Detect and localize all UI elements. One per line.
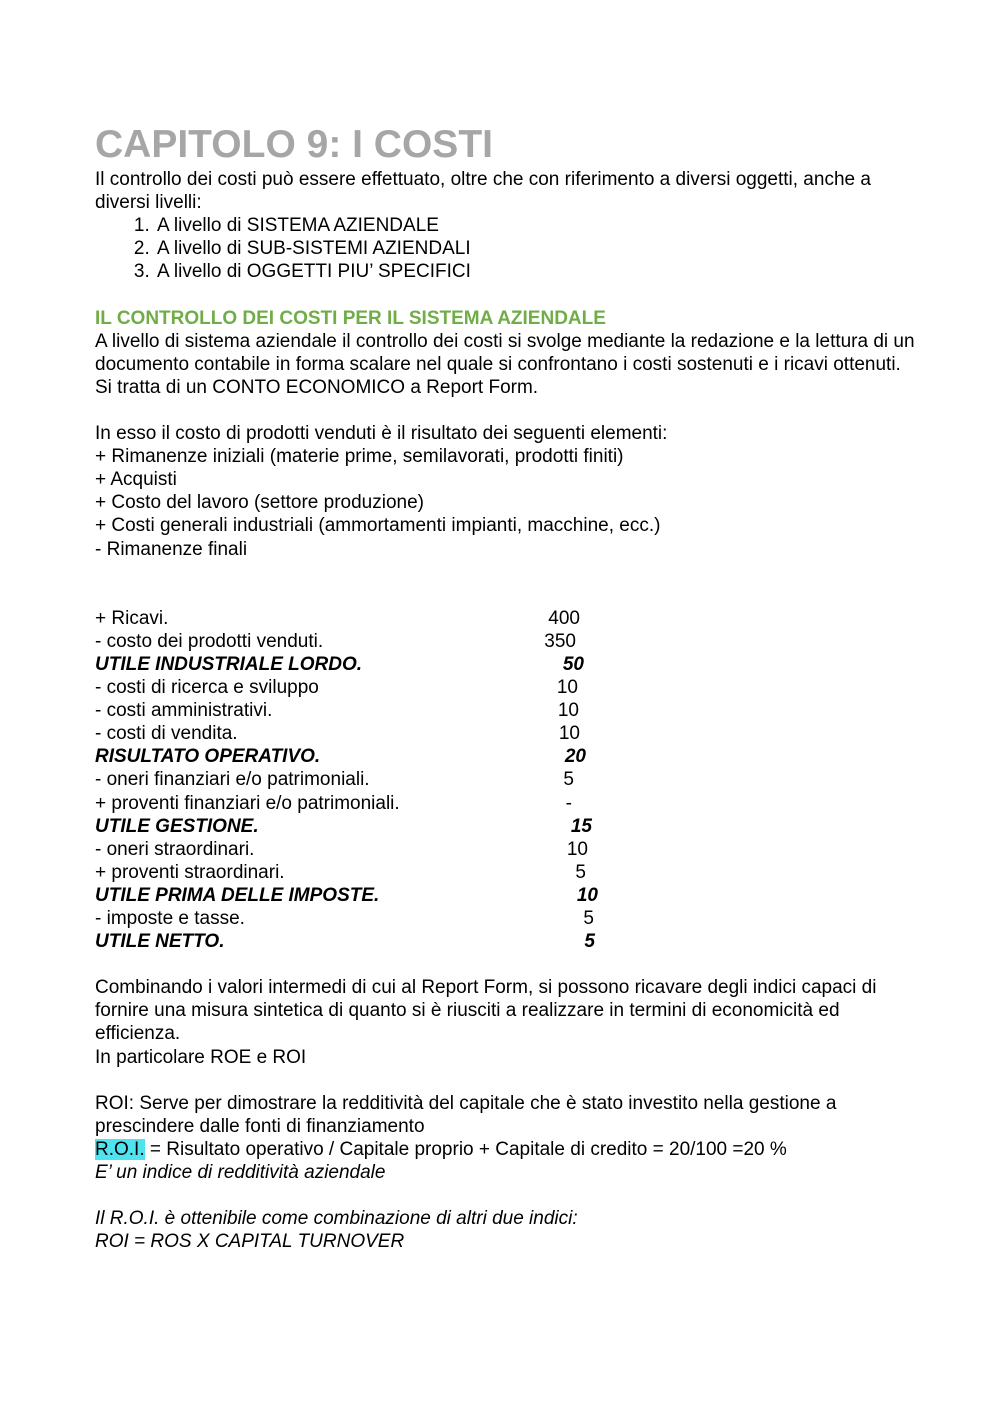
report-row-value: 50 [562,653,584,675]
report-row-value: 20 [564,746,586,768]
report-row [95,768,915,791]
report-row [95,699,915,722]
report-row-value: 10 [558,723,580,745]
report-row-label: UTILE GESTIONE. [95,815,259,837]
spacer [95,283,915,306]
element-line: + Costo del lavoro (settore produzione) [95,492,424,514]
list-item: 1. A livello di SISTEMA AZIENDALE [155,214,915,237]
report-row-label: - oneri finanziari e/o patrimoniali. [95,769,370,791]
roi-formula-line [95,1138,915,1161]
report-row [95,607,915,630]
report-row [95,653,915,676]
report-row-value: 15 [570,815,592,837]
report-row [95,676,915,699]
element-line: + Costi generali industriali (ammortamenti impianti, macchine, ecc.) [95,515,661,537]
report-row-label: + proventi straordinari. [95,861,285,883]
spacer [95,561,915,584]
list-item: 2. A livello di SUB-SISTEMI AZIENDALI [155,237,915,260]
report-row-value: 10 [576,884,598,906]
roi-equation: ROI = ROS X CAPITAL TURNOVER [95,1231,405,1253]
report-row [95,861,915,884]
report-row-label: - costi di vendita. [95,723,238,745]
roi-note: E’ un indice di redditività aziendale [95,1162,386,1184]
report-row-label: - costi di ricerca e sviluppo [95,677,319,699]
list-item: 3. A livello di OGGETTI PIU’ SPECIFICI [155,260,915,283]
report-row-label: - costo dei prodotti venduti. [95,630,324,652]
roi-highlight: R.O.I. [95,1138,145,1160]
report-row-value: 350 [544,630,576,652]
spacer [95,1069,915,1092]
spacer [95,953,915,976]
report-row [95,792,915,815]
roi-formula: = Risultato operativo / Capitale proprio + Capitale di credito = 20/100 =20 % [144,1138,787,1160]
report-row-label: - imposte e tasse. [95,908,245,929]
spacer [95,1184,915,1207]
report-row-value: - [565,792,572,814]
report-row [95,838,915,861]
element-line: + Rimanenze iniziali (materie prime, semilavorati, prodotti finiti) [95,446,624,468]
report-row [95,722,915,745]
section-paragraph: A livello di sistema aziendale il controllo dei costi si svolge mediante la redazione e la lettura di un documento contabile in forma scalare nel quale si confrontano i costi sostenuti e i ricavi ottenuti. [95,330,915,375]
report-row-value: 5 [583,908,594,929]
report-row-value: 5 [563,769,574,791]
levels-list [95,214,915,283]
report-row-value: 10 [556,677,578,699]
report-form-table [95,607,915,953]
report-row-label: + proventi finanziari e/o patrimoniali. [95,792,400,814]
report-row-label: UTILE INDUSTRIALE LORDO. [95,653,363,675]
report-row [95,884,915,907]
spacer [95,584,915,607]
report-row-label: - oneri straordinari. [95,838,255,860]
report-row-label: - costi amministrativi. [95,700,273,722]
report-row-value: 10 [557,700,579,722]
document-page [95,122,915,1253]
report-row [95,815,915,838]
report-row-value: 5 [575,861,586,883]
report-row-label: UTILE PRIMA DELLE IMPOSTE. [95,884,380,906]
report-row-value: 5 [584,931,595,953]
element-line: + Acquisti [95,469,177,491]
intro-paragraph: Il controllo dei costi può essere effettuato, oltre che con riferimento a diversi oggetti, anche a diversi livelli: [95,169,871,214]
report-row-label: UTILE NETTO. [95,931,225,953]
report-row [95,907,915,930]
report-row [95,630,915,653]
combining-paragraph: Combinando i valori intermedi di cui al Report Form, si possono ricavare degli indici capaci di fornire una misura sintetica di quanto si è riusciti a realizzare in termini di economicità ed efficienza. [95,977,877,1045]
report-row-label: RISULTATO OPERATIVO. [95,746,321,768]
elements-intro: In esso il costo di prodotti venduti è il risultato dei seguenti elementi: [95,423,668,445]
report-row-value: 400 [548,607,580,629]
report-row [95,745,915,768]
report-row-value: 10 [566,838,588,860]
roi-combination: Il R.O.I. è ottenibile come combinazione di altri due indici: [95,1208,578,1230]
spacer [95,399,915,422]
report-row [95,930,915,953]
section-paragraph: Si tratta di un CONTO ECONOMICO a Report Form. [95,376,539,398]
particular-line: In particolare ROE e ROI [95,1046,307,1068]
chapter-title: CAPITOLO 9: I COSTI [95,123,493,166]
roi-paragraph: ROI: Serve per dimostrare la redditività del capitale che è stato investito nella gestione a prescindere dalle fonti di finanziamento [95,1092,837,1137]
report-row-label: + Ricavi. [95,607,169,629]
section-heading: IL CONTROLLO DEI COSTI PER IL SISTEMA AZIENDALE [95,307,606,329]
element-line: - Rimanenze finali [95,538,248,560]
